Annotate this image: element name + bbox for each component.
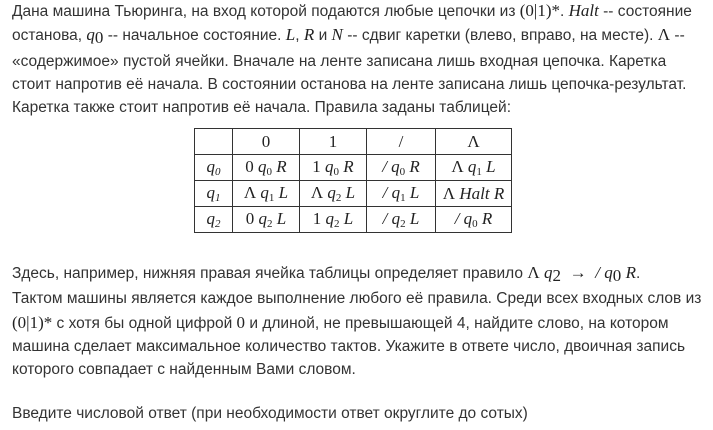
- rule-example-state: q: [543, 263, 553, 282]
- rule-state: q: [258, 209, 268, 228]
- task-text-4: с хотя бы одной цифрой: [52, 314, 237, 332]
- rule-state-sub: 1: [476, 166, 482, 178]
- rule-cell: [300, 155, 367, 181]
- rule-write: Λ: [310, 183, 324, 202]
- rule-state: q: [327, 183, 336, 202]
- N-symbol: N: [331, 25, 343, 45]
- rule-state: q: [258, 157, 267, 176]
- intro-text-3: -- состояние останова,: [12, 3, 692, 45]
- rule-state-sub: 1: [268, 192, 275, 204]
- rule-state-sub: 2: [335, 192, 342, 204]
- rule-cell: [233, 155, 300, 181]
- rule-cell: [367, 155, 436, 181]
- lambda-symbol: Λ: [657, 25, 671, 45]
- state-cell: [195, 181, 233, 207]
- rule-state-sub: 0: [266, 166, 273, 178]
- rule-cell: [300, 181, 367, 207]
- answer-instruction: [12, 402, 702, 425]
- table-row: [195, 207, 512, 233]
- table-row: [195, 155, 512, 181]
- rule-state-sub: 2: [267, 218, 273, 230]
- problem-intro: [12, 0, 702, 119]
- intro-text-7: -- сдвиг каретки (влево, вправо, на месте).: [342, 27, 658, 45]
- rule-cell: [233, 181, 300, 207]
- rule-state-sub: 0: [472, 218, 478, 230]
- rule-dir: R: [493, 183, 505, 203]
- intro-text-6: и: [314, 27, 332, 45]
- rule-example-state2: q: [604, 263, 613, 282]
- alphabet-formula: (0|1)*: [12, 312, 53, 332]
- rule-dir: L: [409, 183, 420, 202]
- rule-write: 1: [312, 157, 321, 176]
- arrow-icon: →: [569, 263, 587, 282]
- header-cell: Λ: [436, 129, 512, 155]
- rule-state: q: [391, 209, 401, 228]
- rule-example-lambda: Λ: [527, 263, 540, 282]
- rule-cell: [367, 207, 436, 233]
- state-subscript: 0: [215, 166, 221, 178]
- rule-write: 0: [245, 157, 254, 176]
- rule-cell: [300, 207, 367, 233]
- rule-state-sub: 0: [333, 166, 340, 178]
- rule-state: q: [260, 183, 269, 202]
- rule-dir: R: [343, 157, 354, 176]
- rule-write: /: [382, 209, 388, 228]
- rule-dir: L: [486, 157, 496, 176]
- rule-state: q: [325, 157, 334, 176]
- rule-dir: R: [409, 157, 420, 176]
- rule-state-sub: 1: [400, 192, 406, 204]
- halt-symbol: Halt: [568, 1, 599, 20]
- rule-write: Λ: [451, 157, 464, 176]
- rule-example-sub: 2: [552, 266, 561, 285]
- rule-write: /: [382, 157, 387, 176]
- rules-table: [194, 128, 512, 233]
- rule-state: q: [463, 209, 473, 228]
- state-cell: [195, 207, 233, 233]
- rule-cell: [436, 155, 512, 181]
- rule-dir: L: [345, 183, 356, 202]
- rule-write: /: [382, 183, 388, 202]
- rule-state: q: [391, 157, 400, 176]
- rule-dir: R: [481, 209, 493, 228]
- rule-example-sub2: 0: [612, 266, 622, 285]
- rule-state: q: [391, 183, 401, 202]
- rule-write: /: [454, 209, 460, 228]
- state-subscript: 1: [215, 192, 221, 204]
- state-subscript: 2: [215, 218, 221, 230]
- rule-example-write: /: [595, 263, 600, 282]
- rule-state: Halt: [459, 183, 490, 203]
- alphabet-formula: (0|1)*: [519, 1, 560, 20]
- rule-cell: [436, 181, 512, 207]
- header-cell: /: [367, 129, 436, 155]
- rule-state-sub: 2: [400, 218, 406, 230]
- state-letter: q: [206, 183, 215, 202]
- task-text-5: и длиной, не превышающей 4, найдите слово, на котором машина сделает максимальное количество тактов. Укажите в ответе число, двоичная запись которого совпадает с найденным Вами словом.: [12, 314, 686, 379]
- task-text-2: .: [635, 265, 641, 282]
- L-symbol: L: [285, 25, 296, 45]
- state-cell: [195, 155, 233, 181]
- rule-state: q: [325, 209, 335, 228]
- zero-symbol: 0: [236, 312, 246, 332]
- rule-cell: [233, 207, 300, 233]
- intro-text-2: .: [559, 3, 569, 20]
- state-letter: q: [206, 209, 215, 228]
- problem-task: [12, 261, 702, 381]
- rule-state-sub: 0: [399, 166, 406, 178]
- intro-text-1: Дана машина Тьюринга, на вход которой подаются любые цепочки из: [12, 3, 520, 20]
- q0-subscript: 0: [94, 28, 104, 48]
- q0-symbol: q: [86, 25, 95, 45]
- table-header-row: [195, 129, 512, 155]
- rule-dir: L: [278, 183, 289, 202]
- rule-dir: L: [409, 209, 420, 228]
- header-cell: 0: [233, 129, 300, 155]
- rule-dir: L: [343, 209, 354, 228]
- rule-state: q: [467, 157, 477, 176]
- intro-text-4: -- начальное состояние.: [103, 27, 286, 45]
- R-symbol: R: [303, 25, 315, 45]
- rule-write: Λ: [243, 183, 257, 202]
- rule-write: Λ: [442, 183, 456, 203]
- rule-state-sub: 2: [334, 218, 340, 230]
- intro-text-8: -- «содержимое» пустой ячейки. Вначале на ленте записана лишь входная цепочка. Каретка стоит напротив её начала. В состоянии останова на ленте записана лишь цепочка-результат. Каретка также стоит напротив её начала. Правила заданы таблицей:: [12, 27, 687, 117]
- intro-text-5: ,: [295, 27, 304, 45]
- state-letter: q: [206, 157, 215, 176]
- rule-dir: R: [276, 157, 287, 176]
- table-row: [195, 181, 512, 207]
- header-cell: 1: [300, 129, 367, 155]
- rule-dir: L: [276, 209, 287, 228]
- answer-instruction-text: Введите числовой ответ (при необходимости ответ округлите до сотых): [12, 405, 528, 422]
- task-text-1: Здесь, например, нижняя правая ячейка таблицы определяет правило: [12, 265, 528, 282]
- task-text-3: Тактом машины является каждое выполнение любого её правила. Среди всех входных слов из: [12, 290, 702, 308]
- rule-cell: [436, 207, 512, 233]
- header-cell: [195, 129, 233, 155]
- rule-write: 1: [312, 209, 322, 228]
- rule-write: 0: [245, 209, 255, 228]
- rule-example-dir: R: [625, 263, 636, 282]
- rule-cell: [367, 181, 436, 207]
